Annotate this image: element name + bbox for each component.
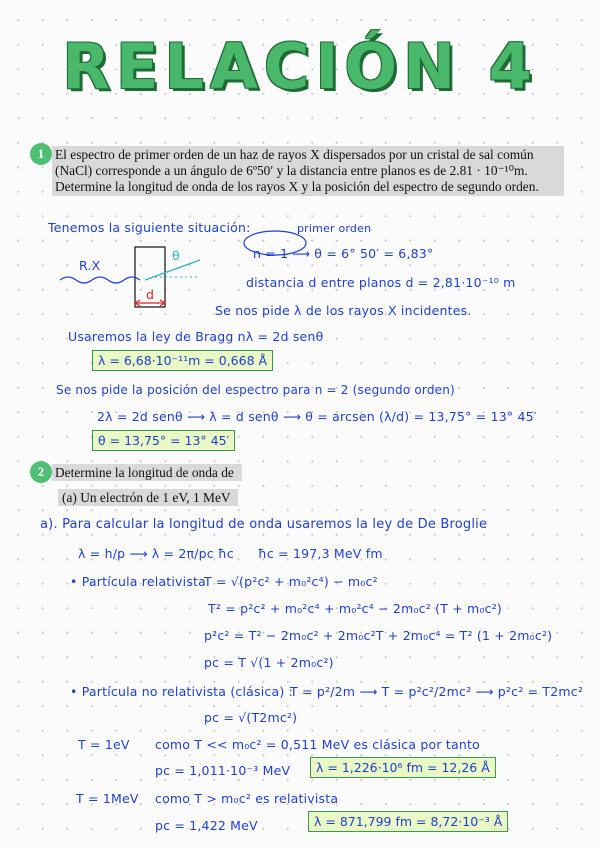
relativistic-eq-2: T² = p²c² + m₀²c⁴ + m₀²c⁴ − 2m₀c² (T + m₀c²) xyxy=(208,601,502,616)
d-label: d xyxy=(146,287,155,302)
nonrelativistic-eq-2: pc = √(T2mc²) xyxy=(204,710,298,725)
hbar-c-value: ħc = 197,3 MeV fm xyxy=(258,546,383,561)
problem-1-line-1: El espectro de primer orden de un haz de rayos X dispersados por un cristal de sal común xyxy=(55,147,534,162)
problem-2-item-a: (a) Un electrón de 1 eV, 1 MeV xyxy=(62,490,231,505)
problem-2-badge: 2 xyxy=(30,461,52,483)
asked-second-order: Se nos pide la posición del espectro para n = 2 (segundo orden) xyxy=(56,383,455,397)
relativistic-eq-4: pc = T √(1 + 2m₀c²) xyxy=(204,655,334,670)
sol2-intro: a). Para calcular la longitud de onda usaremos la ley de De Broglie xyxy=(40,517,488,532)
problem-1-statement xyxy=(55,147,565,195)
case-1mev-condition: como T > m₀c² es relativista xyxy=(155,791,339,806)
nonrelativistic-eq-1: T = p²/2m ⟶ T = p²c²/2mc² ⟶ p²c² = T2mc² xyxy=(290,684,584,699)
case-1ev-pc: pc = 1,011·10⁻³ MeV xyxy=(155,763,291,778)
problem-2-statement: Determine la longitud de onda de xyxy=(55,465,234,480)
sol1-intro: Tenemos la siguiente situación: xyxy=(48,220,251,235)
asked-lambda: Se nos pide λ de los rayos X incidentes. xyxy=(215,303,472,318)
result-theta-box: θ = 13,75° = 13° 45′ xyxy=(92,430,235,451)
n-equals: n = 1 xyxy=(253,246,289,261)
theta-label: θ xyxy=(172,248,180,263)
second-order-equation: 2λ = 2d senθ ⟶ λ = d senθ ⟶ θ = arcsen (λ/d) = 13,75° = 13° 45′ xyxy=(97,409,537,424)
page-title: RELACIÓN 4 xyxy=(62,30,538,103)
result-lambda-box: λ = 6,68·10⁻¹¹m = 0,668 Å xyxy=(92,350,273,371)
case-1mev-pc: pc = 1,422 MeV xyxy=(155,818,258,833)
de-broglie-eq: λ = h/p ⟶ λ = 2π/pc ħc xyxy=(78,546,234,561)
case-1mev-label: T = 1MeV xyxy=(76,791,139,806)
rx-label: R.X xyxy=(79,258,101,273)
angle-value: ⟶ θ = 6° 50′ = 6,83° xyxy=(292,246,434,261)
distance-value: distancia d entre planos d = 2,81·10⁻¹⁰ m xyxy=(246,275,516,290)
case-1mev-result-box: λ = 871,799 fm = 8,72·10⁻³ Å xyxy=(308,811,508,832)
case-1ev-condition: como T << m₀c² = 0,511 MeV es clásica por tanto xyxy=(155,737,480,752)
relativistic-eq-3: p²c² = T² − 2m₀c² + 2m₀c²T + 2m₀c⁴ = T² (1 + 2m₀c²) xyxy=(204,628,553,643)
problem-1-line-2: (NaCl) corresponde a un ángulo de 6º50′ y la distancia entre planos es de 2.81 · 10⁻¹⁰m. xyxy=(55,163,528,178)
relativistic-label: • Partícula relativista xyxy=(70,574,207,589)
bragg-law: Usaremos la ley de Bragg nλ = 2d senθ xyxy=(68,329,324,344)
relativistic-eq-1: T = √(p²c² + m₀²c⁴) − m₀c² xyxy=(204,574,378,589)
problem-1-line-3: Determine la longitud de onda de los rayos X y la posición del espectro de segundo orden. xyxy=(55,179,539,194)
problem-1-badge: 1 xyxy=(30,143,52,165)
nonrelativistic-label: • Partícula no relativista (clásica) : xyxy=(70,684,293,699)
case-1ev-result-box: λ = 1,226·10⁶ fm = 12,26 Å xyxy=(310,757,496,778)
sol1-primer-orden: primer orden xyxy=(297,222,372,235)
xray-wave xyxy=(60,277,140,283)
case-1ev-label: T = 1eV xyxy=(78,737,130,752)
